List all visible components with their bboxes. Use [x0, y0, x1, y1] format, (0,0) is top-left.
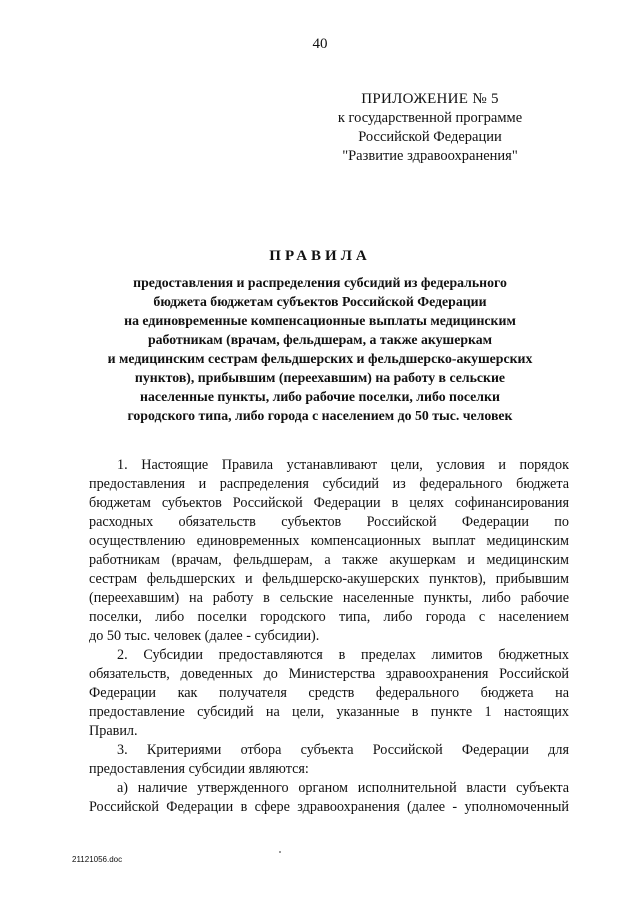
subtitle-line: предоставления и распределения субсидий из федерального — [133, 275, 507, 290]
subtitle-line: работникам (врачам, фельдшерам, а также акушеркам — [147, 332, 493, 347]
subtitle-line: бюджета бюджетам субъектов Российской Федерации — [153, 294, 487, 309]
body-line: (переехавшим) на работу в сельские населенные пункты, либо рабочие — [89, 590, 569, 606]
body-line: обязательств, доведенных до Министерства здравоохранения Российской — [89, 666, 569, 682]
body-line: сестрам фельдшерских и фельдшерско-акушерских пунктов), прибывшим — [89, 571, 569, 587]
body-line: 2. Субсидии предоставляются в пределах лимитов бюджетных — [117, 647, 569, 663]
body-line: расходных обязательств субъектов Российской Федерации по — [89, 514, 569, 530]
subtitle-line: пунктов), прибывшим (переехавшим) на работу в сельские — [134, 370, 506, 385]
subtitle-line: на единовременные компенсационные выплаты медицинским — [124, 313, 516, 328]
body-line: до 50 тыс. человек (далее - субсидии). — [89, 628, 320, 644]
subtitle-line: и медицинским сестрам фельдшерских и фельдшерско-акушерских — [107, 351, 533, 366]
subtitle-line: городского типа, либо города с населением до 50 тыс. человек — [127, 408, 513, 423]
scan-speck — [279, 851, 281, 853]
appendix-line-3: "Развитие здравоохранения" — [342, 148, 518, 164]
body-line: работникам (врачам, фельдшерам, а также акушеркам и медицинским — [89, 552, 569, 568]
body-line: Российской Федерации в сфере здравоохранения (далее - уполномоченный — [89, 799, 569, 815]
body-line: а) наличие утвержденного органом исполнительной власти субъекта — [117, 780, 569, 796]
subtitle-line: населенные пункты, либо рабочие поселки, либо поселки — [140, 389, 500, 404]
body-line: бюджетам субъектов Российской Федерации в целях софинансирования — [89, 495, 569, 511]
appendix-line-2: Российской Федерации — [358, 129, 502, 145]
body-line: Правил. — [89, 723, 138, 739]
body-line: предоставления и распределения субсидий из федерального бюджета — [89, 476, 569, 492]
document-subtitle — [80, 273, 560, 425]
body-line: 1. Настоящие Правила устанавливают цели, условия и порядок — [117, 457, 569, 473]
appendix-line-1: к государственной программе — [337, 110, 523, 126]
appendix-title: ПРИЛОЖЕНИЕ № 5 — [361, 91, 499, 107]
body-line: Федерации как получателя средств федерального бюджета на — [89, 685, 569, 701]
appendix-block — [330, 90, 530, 166]
body-text — [89, 456, 569, 817]
file-name-footer: 21121056.doc — [72, 855, 123, 864]
page-number: 40 — [312, 36, 328, 52]
document-title: ПРАВИЛА — [269, 248, 371, 264]
body-line: 3. Критериями отбора субъекта Российской Федерации для — [117, 742, 569, 758]
body-line: предоставление субсидий на цели, указанные в пункте 1 настоящих — [89, 704, 569, 720]
body-line: поселки, либо поселки городского типа, либо города с населением — [89, 609, 569, 625]
body-line: осуществлению единовременных компенсационных выплат медицинским — [89, 533, 569, 549]
body-line: предоставления субсидии являются: — [89, 761, 309, 777]
